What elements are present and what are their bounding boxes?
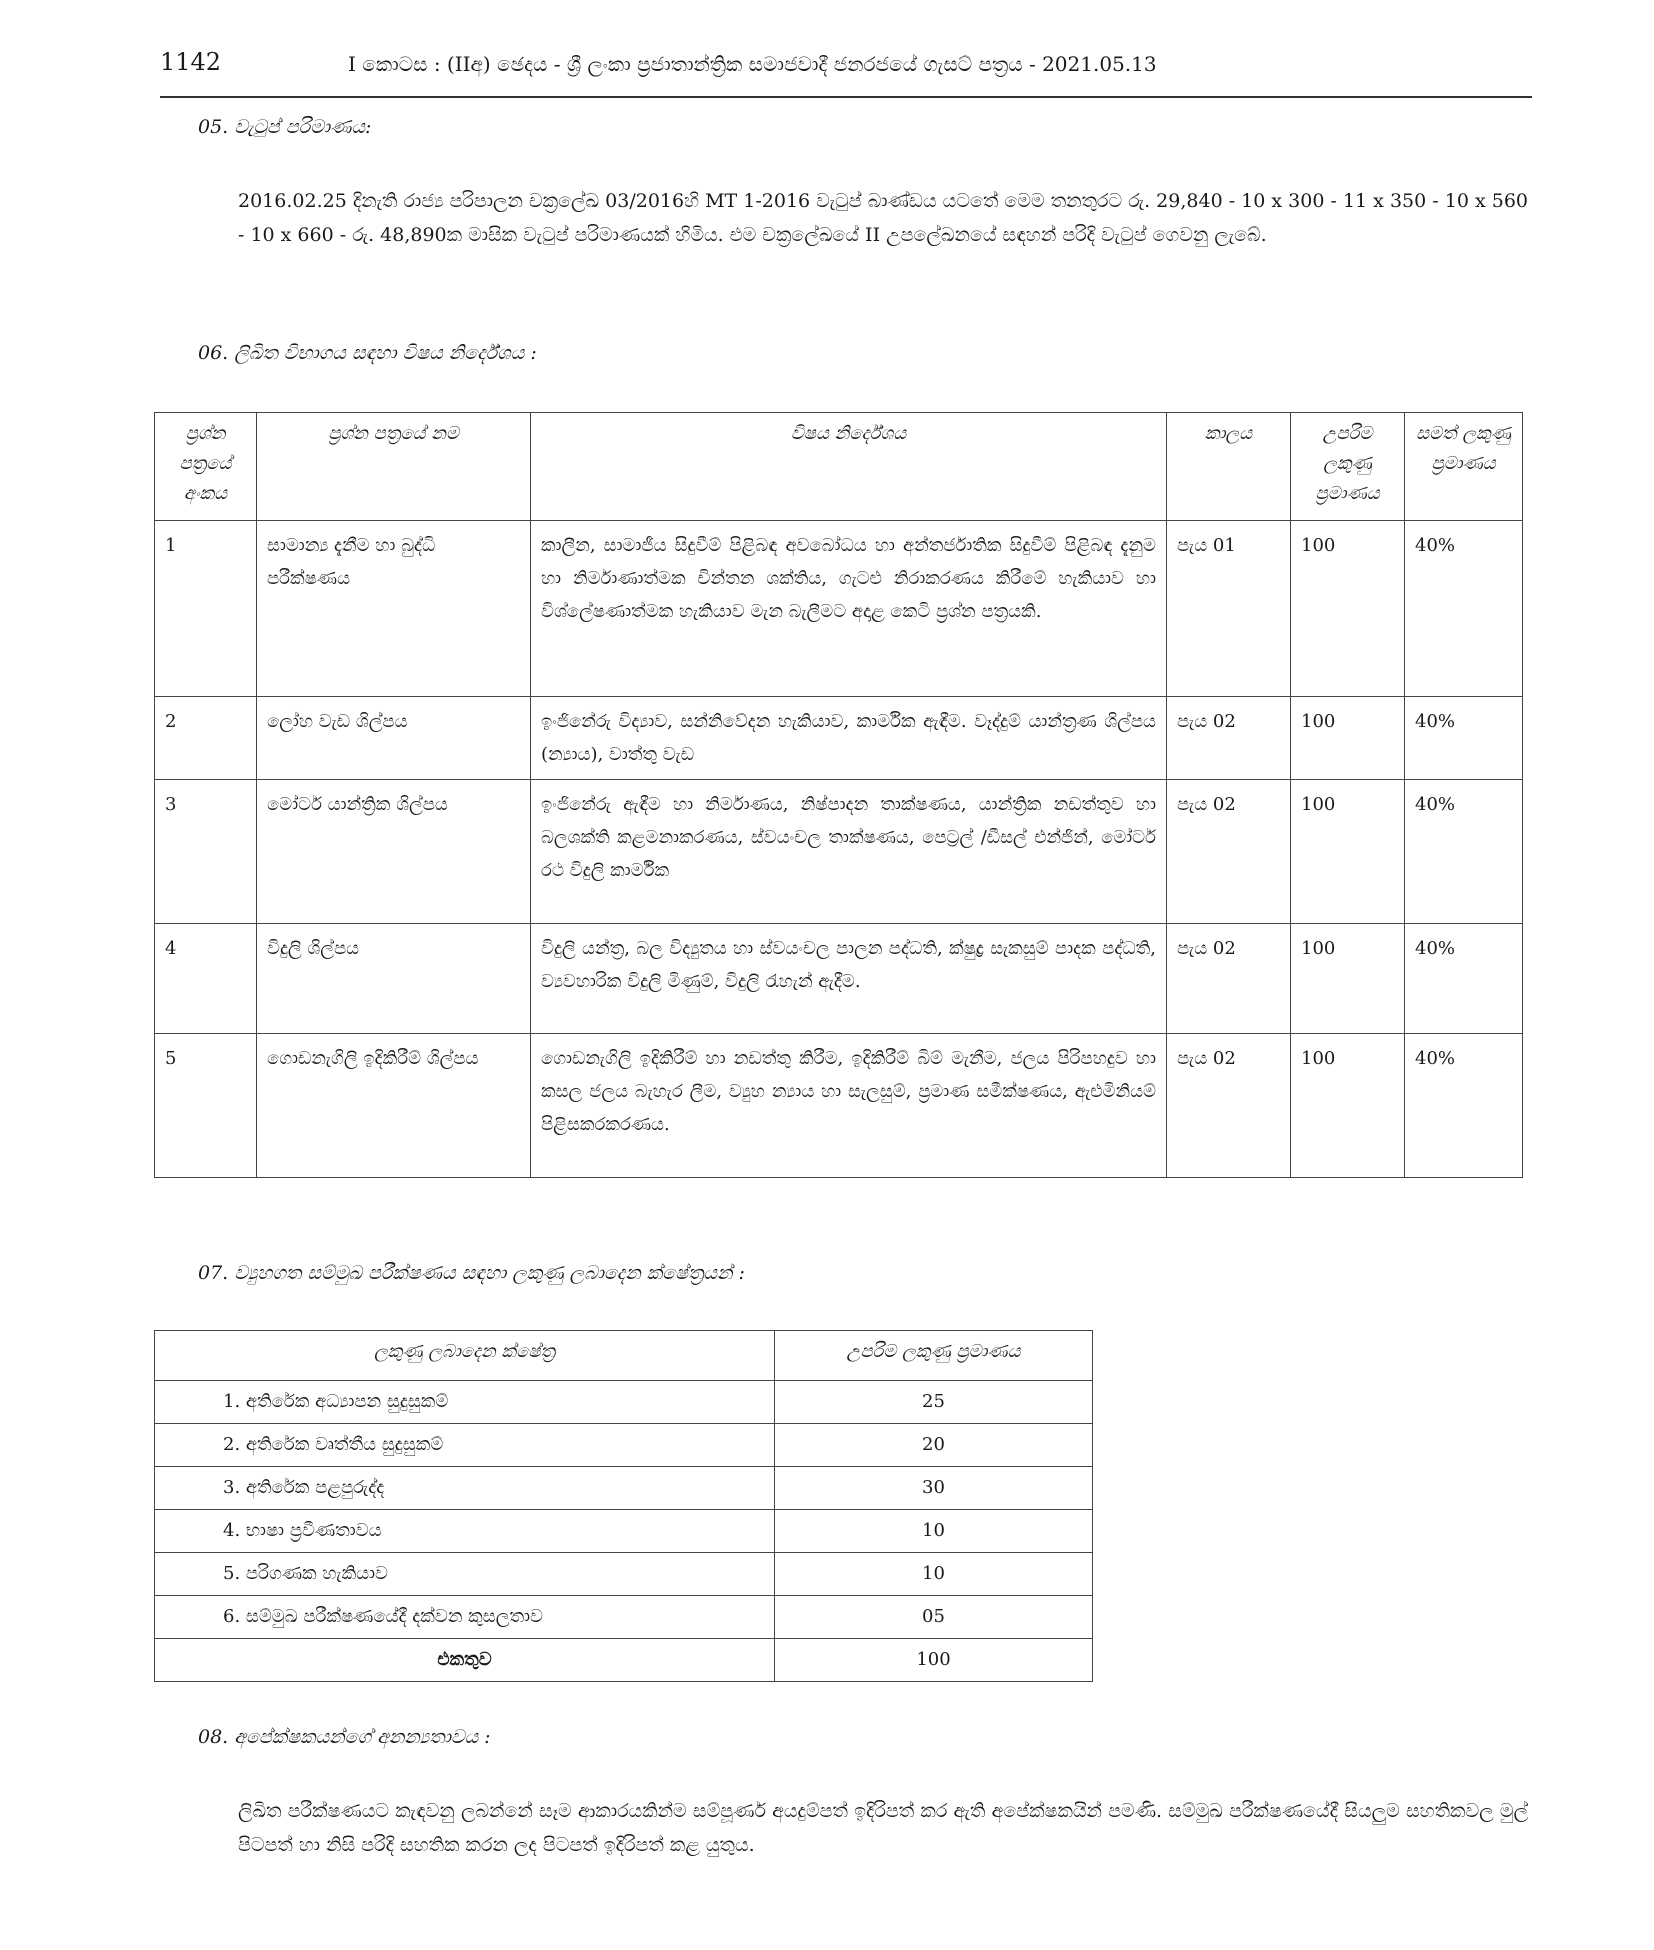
table-row <box>155 1553 1093 1596</box>
syllabus-text: ගොඩනැගිලි ඉදිකිරීම් හා නඩත්තු කිරීම, ඉදිකිරීම් බිම් මැනීම, ජලය පිරිපහදුව හා කසල ජලය බැහැර ලීම, ව්‍යුහ න්‍යාය හා සැලසුම්, ප්‍රමාණ සමීක්ෂණය, ඇළුමිනියම් පිළිසකරකරණය. <box>531 1034 1167 1178</box>
column-header: කාලය <box>1167 413 1291 521</box>
total-value: 100 <box>775 1639 1093 1682</box>
max-marks: 100 <box>1291 1034 1405 1178</box>
column-header: උපරිම ලකුණු ප්‍රමාණය <box>1291 413 1405 521</box>
table-row <box>155 521 1523 697</box>
paper-number: 2 <box>155 697 257 780</box>
column-header: ප්‍රශ්න පත්‍රයේ අංකය <box>155 413 257 521</box>
header-title: I කොටස : (IIඅ) ඡෙදය - ශ්‍රී ලංකා ප්‍රජාතාන්ත්‍රික සමාජවාදී ජනරජයේ ගැසට් පත්‍රය - 2021.05.13 <box>348 52 1157 76</box>
marks-value: 20 <box>775 1424 1093 1467</box>
section-08-heading: 08. අපේක්ෂකයන්ගේ අනන්‍යතාවය : <box>198 1726 491 1748</box>
table-header-row <box>155 1331 1093 1381</box>
marks-value: 05 <box>775 1596 1093 1639</box>
paper-number: 5 <box>155 1034 257 1178</box>
duration: පැය 01 <box>1167 521 1291 697</box>
marks-value: 10 <box>775 1510 1093 1553</box>
section-06-heading: 06. ලිඛිත විභාගය සඳහා විෂය නිර්දේශය : <box>198 342 537 364</box>
paper-number: 3 <box>155 780 257 924</box>
table-row <box>155 697 1523 780</box>
paper-name: ගොඩනැගිලි ඉදිකිරීම් ශිල්පය <box>257 1034 531 1178</box>
table-row <box>155 1381 1093 1424</box>
table-row <box>155 1467 1093 1510</box>
marks-field: 1. අතිරේක අධ්‍යාපන සුදුසුකම් <box>155 1381 775 1424</box>
max-marks: 100 <box>1291 521 1405 697</box>
marks-field: 5. පරිගණක හැකියාව <box>155 1553 775 1596</box>
syllabus-text: ඉංජිනේරු ඇඳීම හා නිර්මාණය, නිෂ්පාදන තාක්ෂණය, යාන්ත්‍රික නඩත්තුව හා බලශක්ති කළමනාකරණය, ස්වයංචල තාක්ෂණය, පෙට්‍රල් /ඩීසල් එන්ජින්, මෝටර් රථ විදුලි කාර්මික <box>531 780 1167 924</box>
column-header: ලකුණු ලබාදෙන ක්ෂේත්‍ර <box>155 1331 775 1381</box>
marks-value: 10 <box>775 1553 1093 1596</box>
max-marks: 100 <box>1291 924 1405 1034</box>
table-row <box>155 780 1523 924</box>
marks-field: 6. සම්මුඛ පරීක්ෂණයේදී දක්වන කුසලතාව <box>155 1596 775 1639</box>
marks-field: 2. අතිරේක වෘත්තීය සුදුසුකම් <box>155 1424 775 1467</box>
section-05-heading: 05. වැටුප් පරිමාණය: <box>198 116 372 138</box>
max-marks: 100 <box>1291 780 1405 924</box>
total-row <box>155 1639 1093 1682</box>
marks-field: 3. අතිරේක පළපුරුද්ද <box>155 1467 775 1510</box>
paper-number: 4 <box>155 924 257 1034</box>
pass-marks: 40% <box>1405 780 1523 924</box>
table-row <box>155 924 1523 1034</box>
header-divider <box>160 96 1532 98</box>
paper-number: 1 <box>155 521 257 697</box>
column-header: විෂය නිර්දේශය <box>531 413 1167 521</box>
total-label: එකතුව <box>155 1639 775 1682</box>
page-header <box>160 48 1530 88</box>
duration: පැය 02 <box>1167 924 1291 1034</box>
pass-marks: 40% <box>1405 697 1523 780</box>
page-number: 1142 <box>160 48 222 76</box>
column-header: සමත් ලකුණු ප්‍රමාණය <box>1405 413 1523 521</box>
syllabus-text: විදුලි යන්ත්‍ර, බල විද්‍යුතය හා ස්වයංචල පාලන පද්ධති, ක්ෂුද්‍ර සැකසුම් පාදක පද්ධති, ව්‍යවහාරික විදුලි මිණුම්, විදුලි රැහැන් ඇදීම. <box>531 924 1167 1034</box>
table-row <box>155 1424 1093 1467</box>
pass-marks: 40% <box>1405 924 1523 1034</box>
paper-name: මෝටර් යාන්ත්‍රික ශිල්පය <box>257 780 531 924</box>
paper-name: ලෝහ වැඩ ශිල්පය <box>257 697 531 780</box>
table-row <box>155 1034 1523 1178</box>
syllabus-table <box>154 412 1523 1178</box>
syllabus-text: කාලීන, සාමාජීය සිදුවීම් පිළිබඳ අවබෝධය හා අන්තර්ජාතික සිදුවීම් පිළිබඳ දැනුම හා නිර්මාණාත්මක චින්තන ශක්තිය, ගැටළු නිරාකරණය කිරීමේ හැකියාව හා විශ්ලේෂණාත්මක හැකියාව මැන බැලීමට අදාළ කෙටි ප්‍රශ්න පත්‍රයකි. <box>531 521 1167 697</box>
table-row <box>155 1510 1093 1553</box>
section-05-body: 2016.02.25 දිනැති රාජ්‍ය පරිපාලන චක්‍රලේඛ 03/2016හි MT 1-2016 වැටුප් බාණ්ඩය යටතේ මෙම තනතුරට රු. 29,840 - 10 x 300 - 11 x 350 - 10 x 560 - 10 x 660 - රු. 48,890ක මාසික වැටුප් පරිමාණයක් හිමිය. එම චක්‍රලේඛයේ II උපලේඛනයේ සඳහන් පරිදි වැටුප් ගෙවනු ලැබේ. <box>238 190 1528 246</box>
max-marks: 100 <box>1291 697 1405 780</box>
section-08-body: ලිඛිත පරීක්ෂණයට කැඳවනු ලබන්නේ සෑම ආකාරයකින්ම සම්පූර්ණ අයදුම්පත් ඉදිරිපත් කර ඇති අපේක්ෂකයින් පමණි. සම්මුඛ පරීක්ෂණයේදී සියලුම සහතිකවල මුල් පිටපත් හා නිසි පරිදි සහතික කරන ලද පිටපත් ඉදිරිපත් කළ යුතුය. <box>238 1800 1528 1856</box>
marks-value: 30 <box>775 1467 1093 1510</box>
pass-marks: 40% <box>1405 1034 1523 1178</box>
marks-value: 25 <box>775 1381 1093 1424</box>
duration: පැය 02 <box>1167 697 1291 780</box>
duration: පැය 02 <box>1167 780 1291 924</box>
marks-field: 4. භාෂා ප්‍රවීණතාවය <box>155 1510 775 1553</box>
duration: පැය 02 <box>1167 1034 1291 1178</box>
syllabus-text: ඉංජිනේරු විද්‍යාව, සන්නිවේදන හැකියාව, කාර්මික ඇඳීම. වෑද්දුම් යාන්ත්‍රණ ශිල්පය (න්‍යාය), වාත්තු වැඩ <box>531 697 1167 780</box>
paper-name: විදුලි ශිල්පය <box>257 924 531 1034</box>
pass-marks: 40% <box>1405 521 1523 697</box>
paper-name: සාමාන්‍ය දැනීම හා බුද්ධි පරීක්ෂණය <box>257 521 531 697</box>
section-07-heading: 07. ව්‍යුහගත සම්මුඛ පරීක්ෂණය සඳහා ලකුණු ලබාදෙන ක්ෂේත්‍රයන් : <box>198 1262 745 1284</box>
table-row <box>155 1596 1093 1639</box>
interview-marks-table <box>154 1330 1093 1682</box>
column-header: ප්‍රශ්න පත්‍රයේ නම <box>257 413 531 521</box>
column-header: උපරිම ලකුණු ප්‍රමාණය <box>775 1331 1093 1381</box>
table-header-row <box>155 413 1523 521</box>
